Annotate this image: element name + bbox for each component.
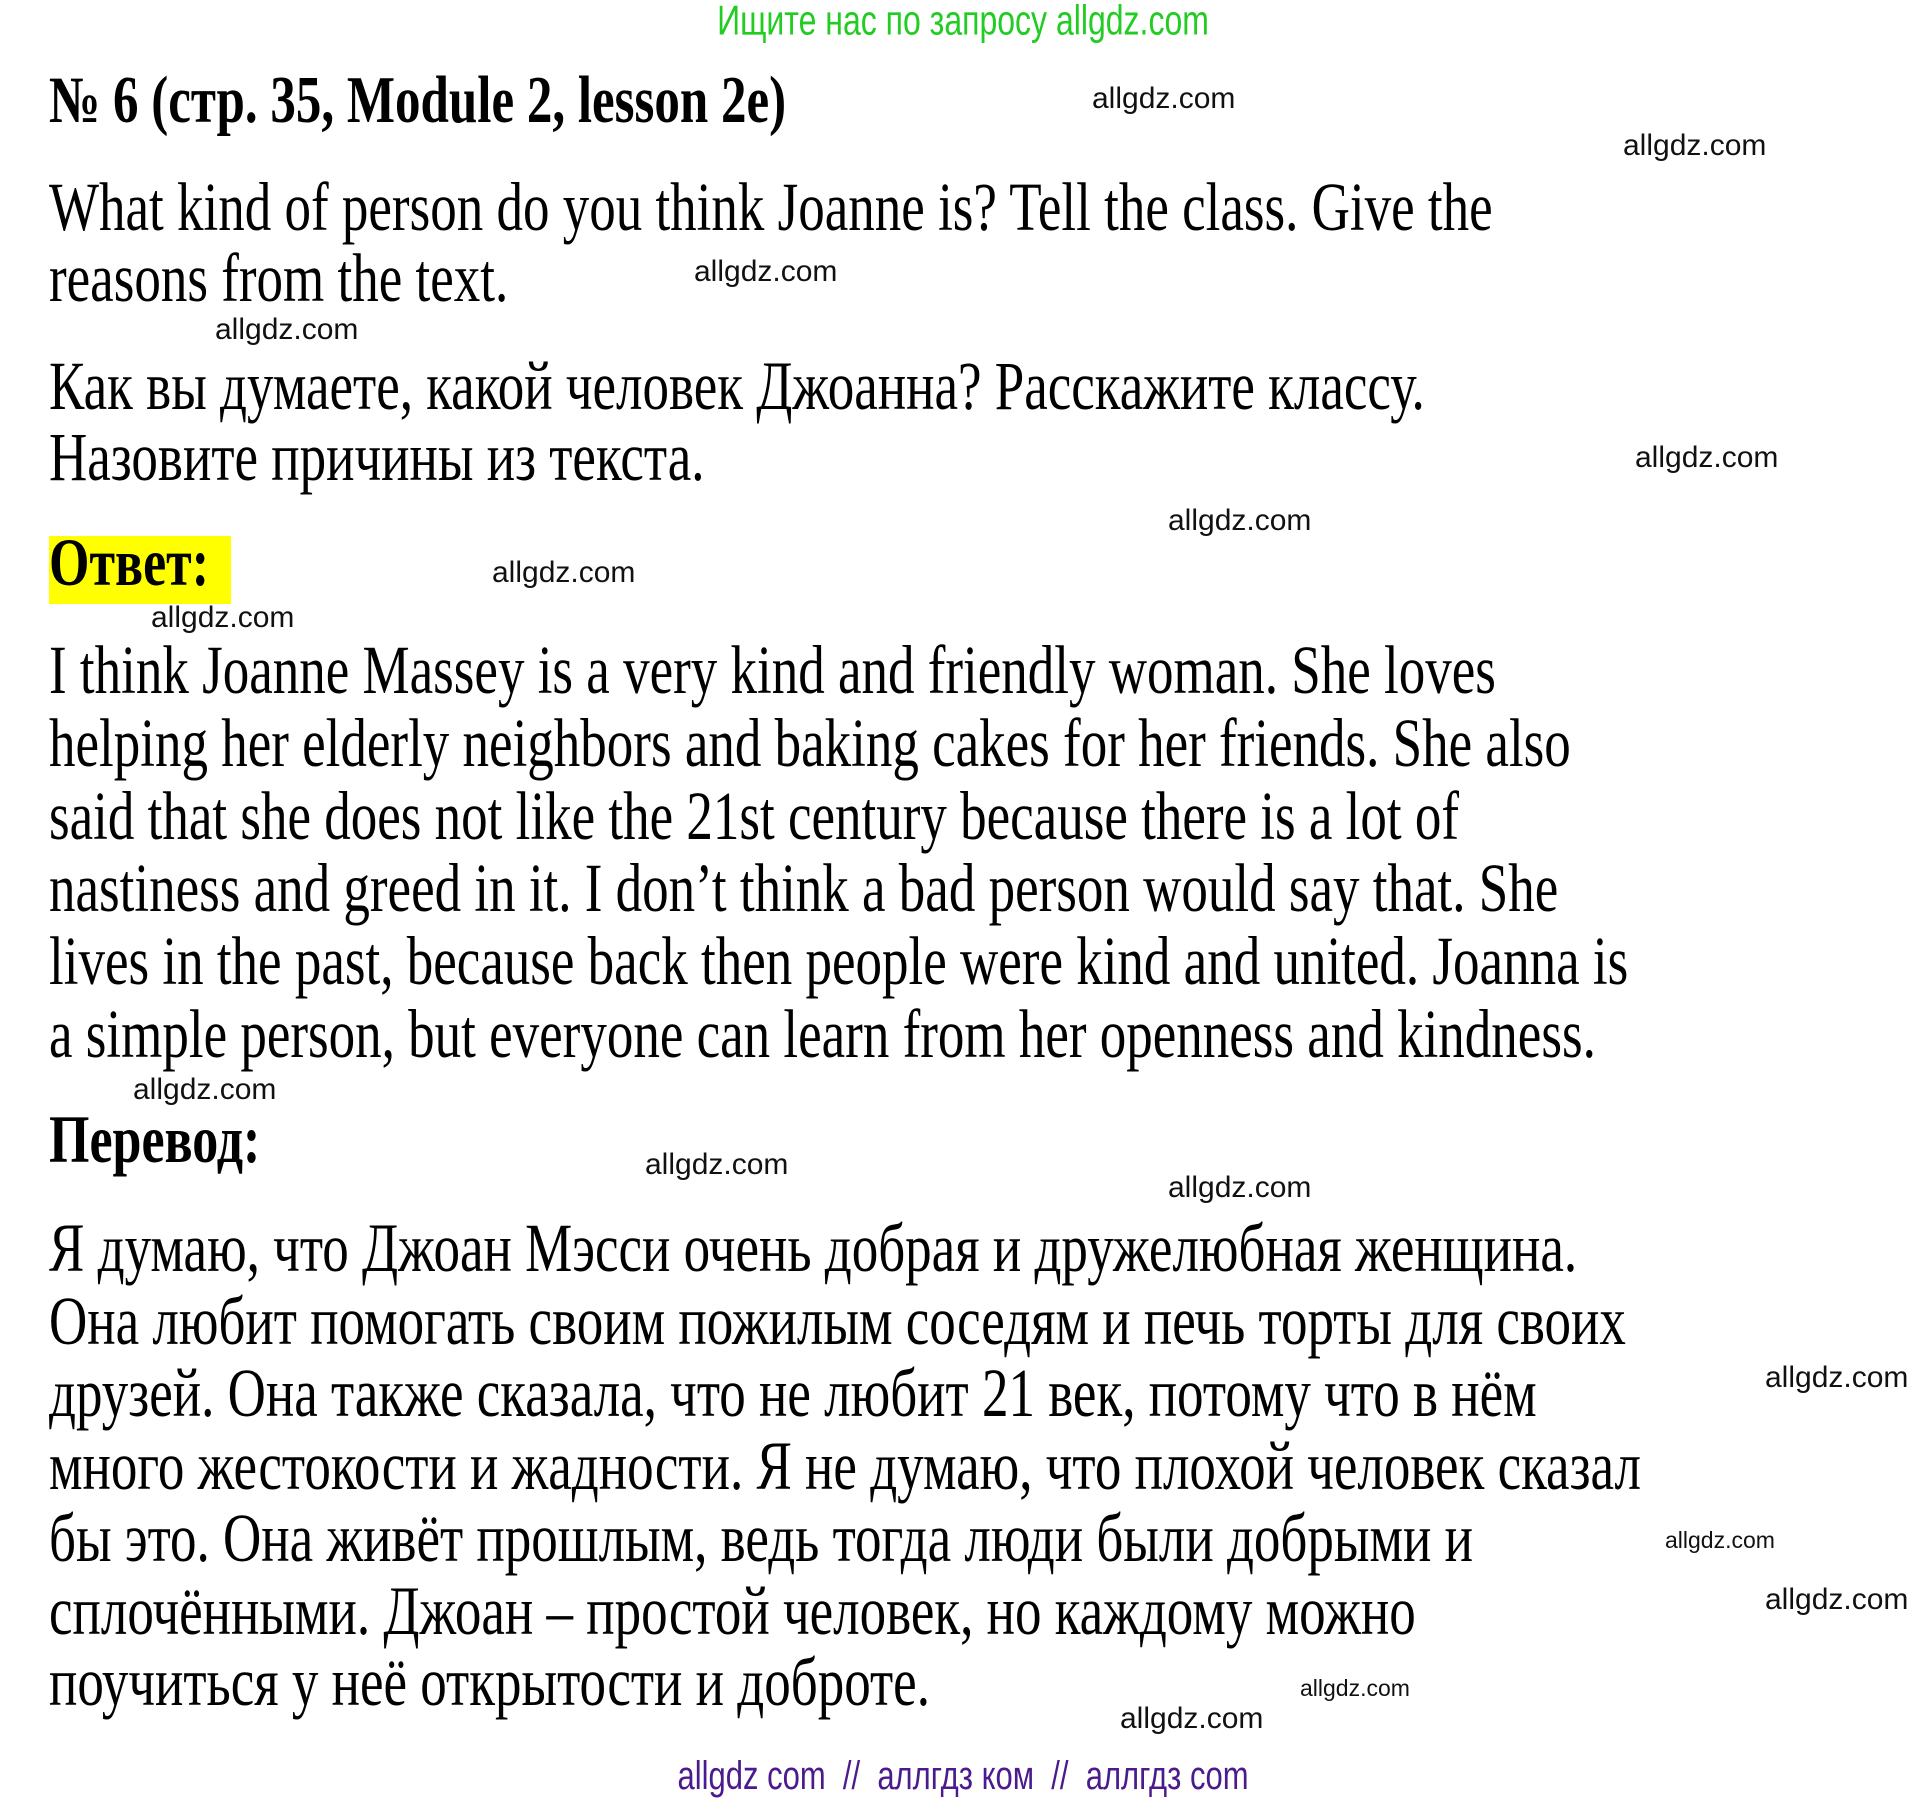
question-ru-line: Назовите причины из текста. — [49, 420, 705, 496]
answer-heading: Ответ: — [49, 526, 210, 601]
watermark: allgdz.com — [1168, 1171, 1312, 1204]
answer-line: said that she does not like the 21st century because there is a lot of — [49, 779, 1459, 855]
watermark: allgdz.com — [1765, 1361, 1909, 1394]
watermark: allgdz.com — [1623, 129, 1767, 162]
watermark: allgdz.com — [1665, 1527, 1775, 1553]
translation-line: Я думаю, что Джоан Мэсси очень добрая и дружелюбная женщина. — [49, 1211, 1578, 1287]
footer-links[interactable]: allgdz com // аллгдз ком // аллгдз com — [677, 1752, 1249, 1798]
answer-line: helping her elderly neighbors and baking cakes for her friends. She also — [49, 706, 1571, 782]
answer-line: nastiness and greed in it. I don’t think a bad person would say that. She — [49, 851, 1559, 927]
watermark: allgdz.com — [645, 1148, 789, 1181]
translation-line: поучиться у неё открытости и доброте. — [49, 1645, 930, 1721]
watermark: allgdz.com — [1300, 1675, 1410, 1701]
top-banner-link[interactable]: Ищите нас по запросу allgdz.com — [717, 0, 1209, 44]
translation-heading: Перевод: — [49, 1103, 261, 1178]
watermark: allgdz.com — [215, 313, 359, 346]
watermark: allgdz.com — [1168, 504, 1312, 537]
translation-line: бы это. Она живёт прошлым, ведь тогда люди были добрыми и — [49, 1501, 1474, 1577]
answer-line: lives in the past, because back then people were kind and united. Joanna is — [49, 924, 1629, 1000]
watermark: allgdz.com — [694, 255, 838, 288]
watermark: allgdz.com — [151, 601, 295, 634]
answer-line: a simple person, but everyone can learn from her openness and kindness. — [49, 997, 1596, 1073]
translation-line: сплочёнными. Джоан – простой человек, но каждому можно — [49, 1574, 1416, 1650]
watermark: allgdz.com — [1120, 1702, 1264, 1735]
question-ru-line: Как вы думаете, какой человек Джоанна? Расскажите классу. — [49, 349, 1425, 425]
watermark: allgdz.com — [492, 556, 636, 589]
translation-line: много жестокости и жадности. Я не думаю, что плохой человек сказал — [49, 1429, 1641, 1505]
watermark: allgdz.com — [1765, 1583, 1909, 1616]
question-en-line: What kind of person do you think Joanne is? Tell the class. Give the — [49, 170, 1493, 246]
translation-line: друзей. Она также сказала, что не любит 21 век, потому что в нём — [49, 1356, 1537, 1432]
translation-line: Она любит помогать своим пожилым соседям и печь торты для своих — [49, 1284, 1626, 1360]
watermark: allgdz.com — [133, 1073, 277, 1106]
answer-line: I think Joanne Massey is a very kind and friendly woman. She loves — [49, 633, 1496, 709]
page-title: № 6 (стр. 35, Module 2, lesson 2e) — [49, 64, 787, 138]
question-en-line: reasons from the text. — [49, 241, 509, 317]
watermark: allgdz.com — [1635, 441, 1779, 474]
watermark: allgdz.com — [1092, 82, 1236, 115]
